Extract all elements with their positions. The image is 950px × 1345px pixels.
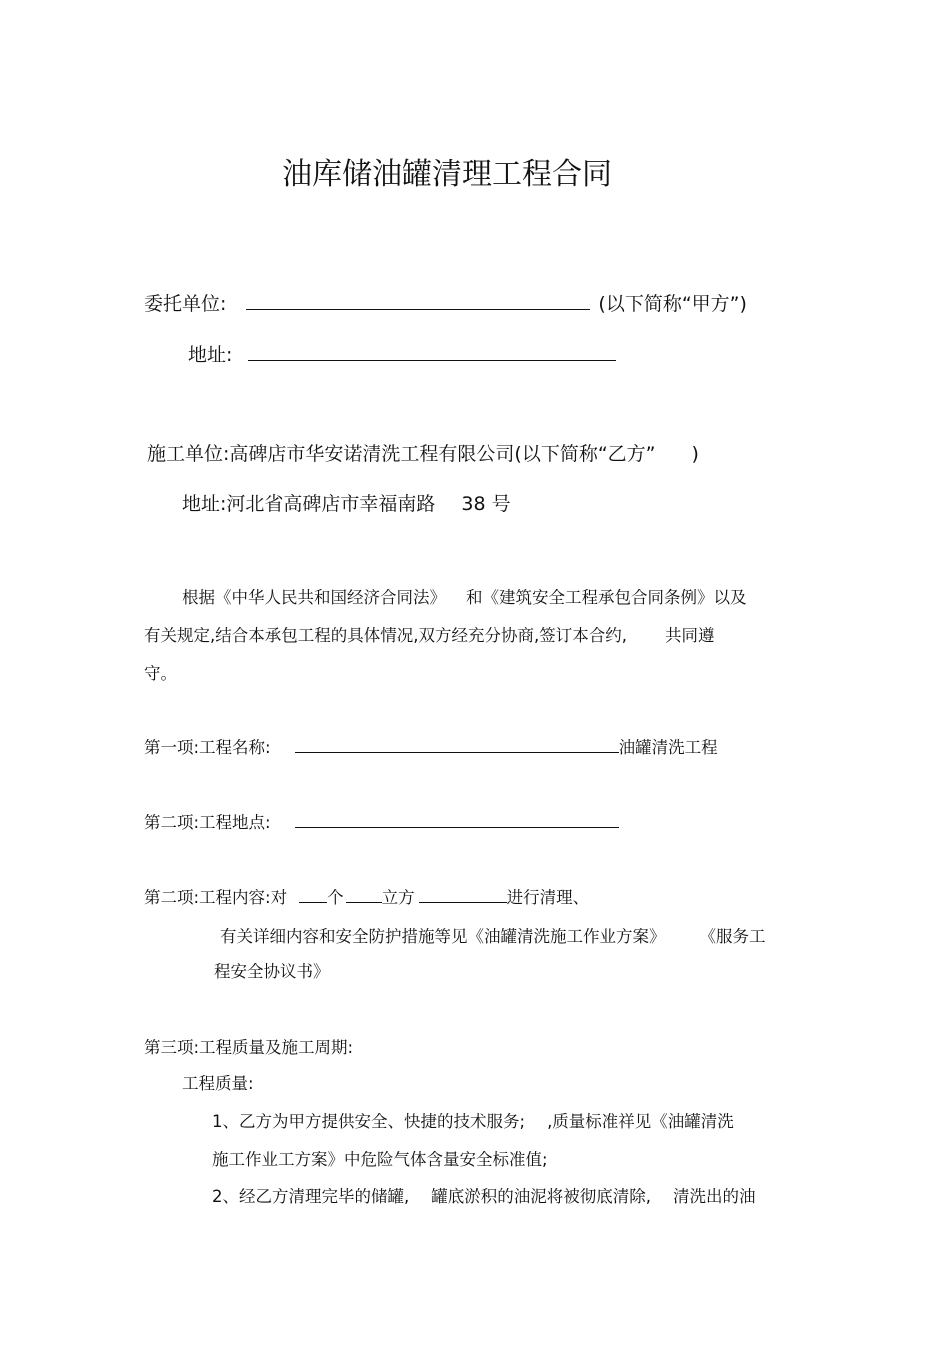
item-3-target-blank[interactable] (419, 901, 507, 903)
item-3-label: 第二项:工程内容:对 (144, 888, 288, 907)
party-b-address-no: 38 号 (461, 493, 511, 515)
item-1-label: 第一项:工程名称: (144, 738, 271, 757)
party-b-row (147, 445, 699, 464)
party-a-blank[interactable] (246, 308, 590, 310)
quality-point-1b: ,质量标准祥见《油罐清洗 (547, 1112, 734, 1131)
party-a-address-row (188, 346, 616, 365)
party-a-row (144, 295, 747, 314)
preamble-line-2 (144, 628, 714, 645)
party-b-address-label: 地址: (182, 493, 227, 515)
preamble-line-1 (182, 590, 747, 607)
item-2-label: 第二项:工程地点: (144, 813, 271, 832)
item-3-detail-2: 程安全协议书》 (214, 962, 330, 981)
quality-point-2c: 清洗出的油 (673, 1187, 756, 1206)
quality-point-1a: 1、乙方为甲方提供安全、快捷的技术服务; (212, 1112, 526, 1131)
contract-title: 油库储油罐清理工程合同 (282, 157, 612, 192)
quality-point-2a: 2、经乙方清理完毕的储罐, (212, 1187, 410, 1206)
preamble-text-2b: 共同遵 (664, 626, 715, 645)
party-a-label: 委托单位: (144, 293, 227, 315)
quality-point-2b: 罐底淤积的油泥将被彻底清除, (431, 1187, 651, 1206)
item-3-unit-a: 个 (327, 888, 344, 907)
party-a-address-label: 地址: (188, 344, 233, 366)
quality-point-1 (212, 1114, 734, 1131)
item-3-detail-1 (220, 929, 766, 946)
party-a-address-blank[interactable] (248, 359, 616, 361)
item-1-row (144, 740, 718, 757)
quality-subheading: 工程质量: (182, 1074, 254, 1093)
quality-point-2 (212, 1189, 756, 1206)
item-2-blank[interactable] (295, 826, 619, 828)
item-3-volume-blank[interactable] (346, 901, 382, 903)
party-b-address: 河北省高碑店市幸福南路 (226, 493, 436, 515)
item-3-unit-b: 立方 (381, 888, 415, 907)
party-b-name: 高碑店市华安诺清洗工程有限公司(以下简称“乙方” (229, 443, 656, 465)
item-1-blank[interactable] (295, 751, 619, 753)
party-b-close: ) (691, 443, 699, 465)
preamble-text-1b: 和《建筑安全工程承包合同条例》以及 (466, 588, 747, 607)
item-2-row (144, 815, 619, 832)
preamble-line-3: 守。 (144, 664, 177, 683)
item-4-label: 第三项:工程质量及施工周期: (144, 1038, 354, 1057)
item-3-row (144, 890, 589, 907)
party-b-label: 施工单位: (147, 443, 230, 465)
item-3-detail-1a: 有关详细内容和安全防护措施等见《油罐清洗施工作业方案》 (220, 927, 666, 946)
item-3-tail: 进行清理、 (506, 888, 590, 907)
preamble-text-1a: 根据《中华人民共和国经济合同法》 (182, 588, 446, 607)
quality-point-1-cont: 施工作业工方案》中危险气体含量安全标准值; (212, 1150, 548, 1169)
party-a-suffix: (以下简称“甲方”) (598, 293, 747, 315)
item-1-value: 油罐清洗工程 (618, 738, 718, 757)
item-3-count-blank[interactable] (299, 901, 327, 903)
preamble-text-2a: 有关规定,结合本承包工程的具体情况,双方经充分协商,签订本合约, (144, 626, 627, 645)
item-3-detail-1b: 《服务工 (699, 927, 766, 946)
party-b-address-row (182, 495, 511, 514)
